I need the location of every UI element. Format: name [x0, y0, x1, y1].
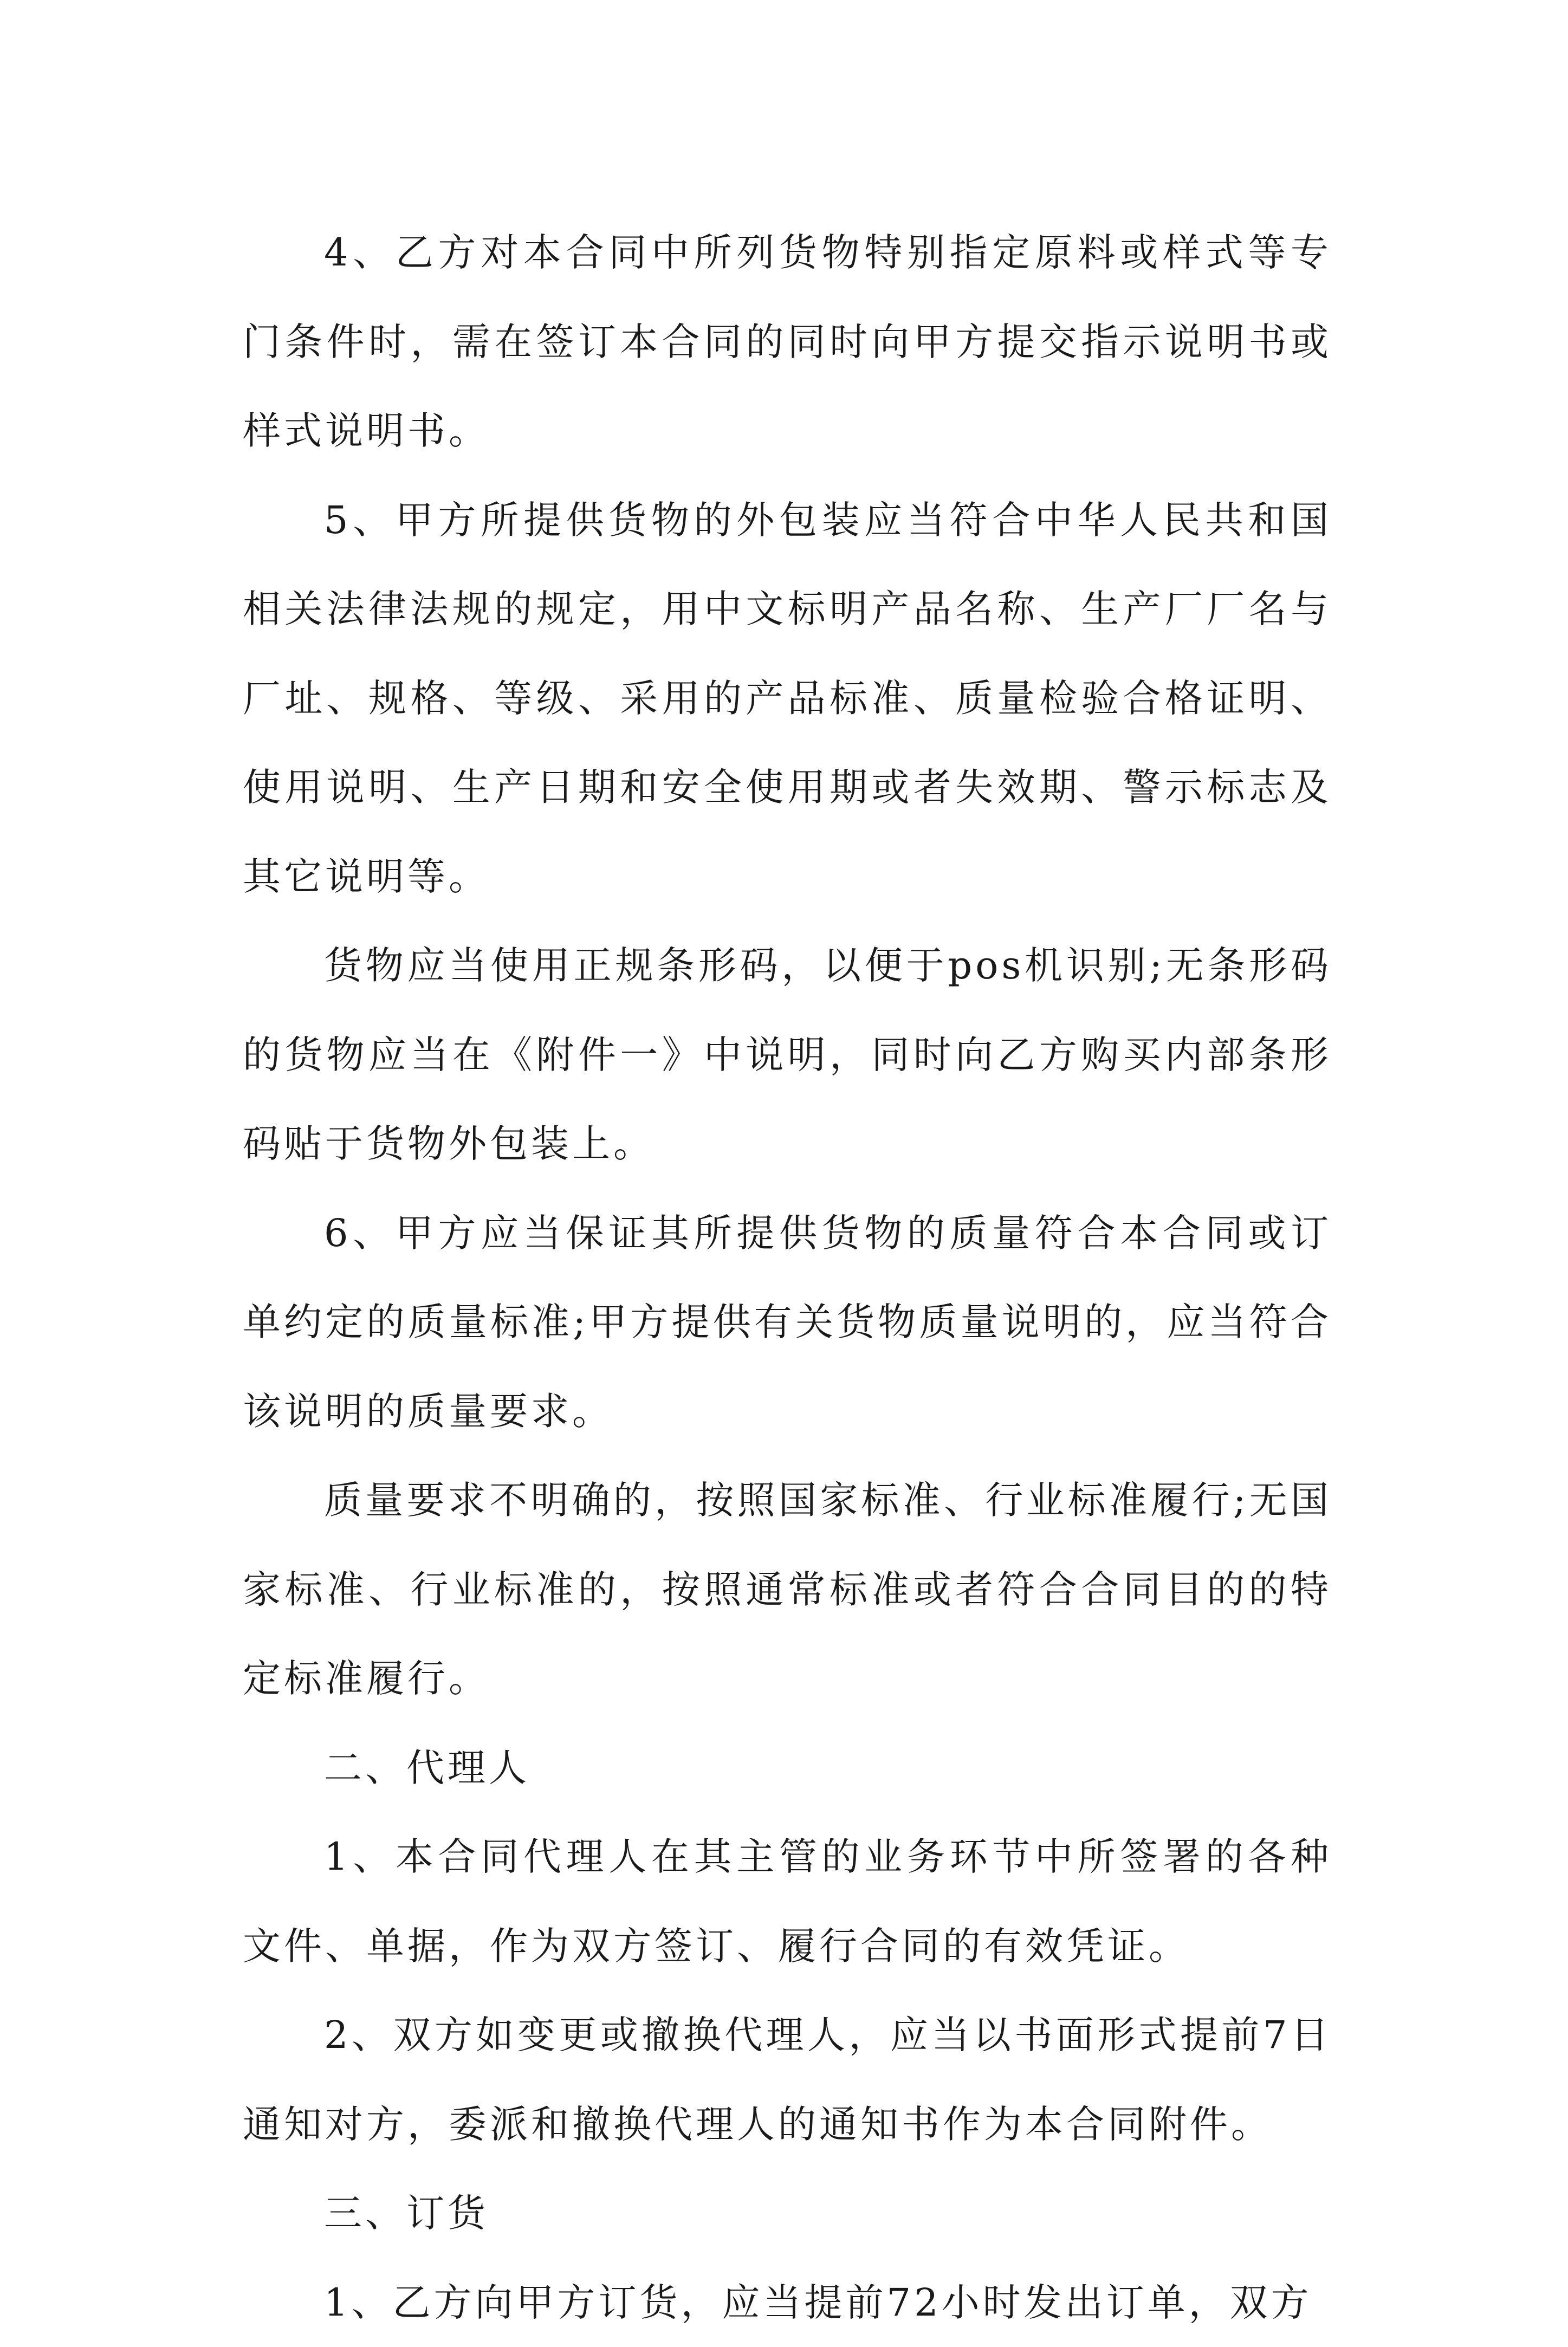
document-body [243, 208, 1332, 2347]
paragraph-clause-6: 6、甲方应当保证其所提供货物的质量符合本合同或订单约定的质量标准;甲方提供有关货物质量说明的，应当符合该说明的质量要求。 [243, 1189, 1332, 1456]
paragraph-clause-4: 4、乙方对本合同中所列货物特别指定原料或样式等专门条件时，需在签订本合同的同时向甲方提交指示说明书或样式说明书。 [243, 208, 1332, 476]
paragraph-quality-standard: 质量要求不明确的，按照国家标准、行业标准履行;无国家标准、行业标准的，按照通常标准或者符合合同目的的特定标准履行。 [243, 1456, 1332, 1723]
section-heading-ordering: 三、订货 [243, 2169, 1332, 2258]
paragraph-ordering-1: 1、乙方向甲方订货，应当提前72小时发出订单，双方 [243, 2258, 1332, 2347]
paragraph-clause-5: 5、甲方所提供货物的外包装应当符合中华人民共和国相关法律法规的规定，用中文标明产品名称、生产厂厂名与厂址、规格、等级、采用的产品标准、质量检验合格证明、使用说明、生产日期和安全使用期或者失效期、警示标志及其它说明等。 [243, 476, 1332, 922]
paragraph-agent-1: 1、本合同代理人在其主管的业务环节中所签署的各种文件、单据，作为双方签订、履行合同的有效凭证。 [243, 1812, 1332, 1991]
section-heading-agent: 二、代理人 [243, 1723, 1332, 1813]
paragraph-barcode: 货物应当使用正规条形码，以便于pos机识别;无条形码的货物应当在《附件一》中说明，同时向乙方购买内部条形码贴于货物外包装上。 [243, 921, 1332, 1189]
paragraph-agent-2: 2、双方如变更或撤换代理人，应当以书面形式提前7日通知对方，委派和撤换代理人的通知书作为本合同附件。 [243, 1991, 1332, 2169]
